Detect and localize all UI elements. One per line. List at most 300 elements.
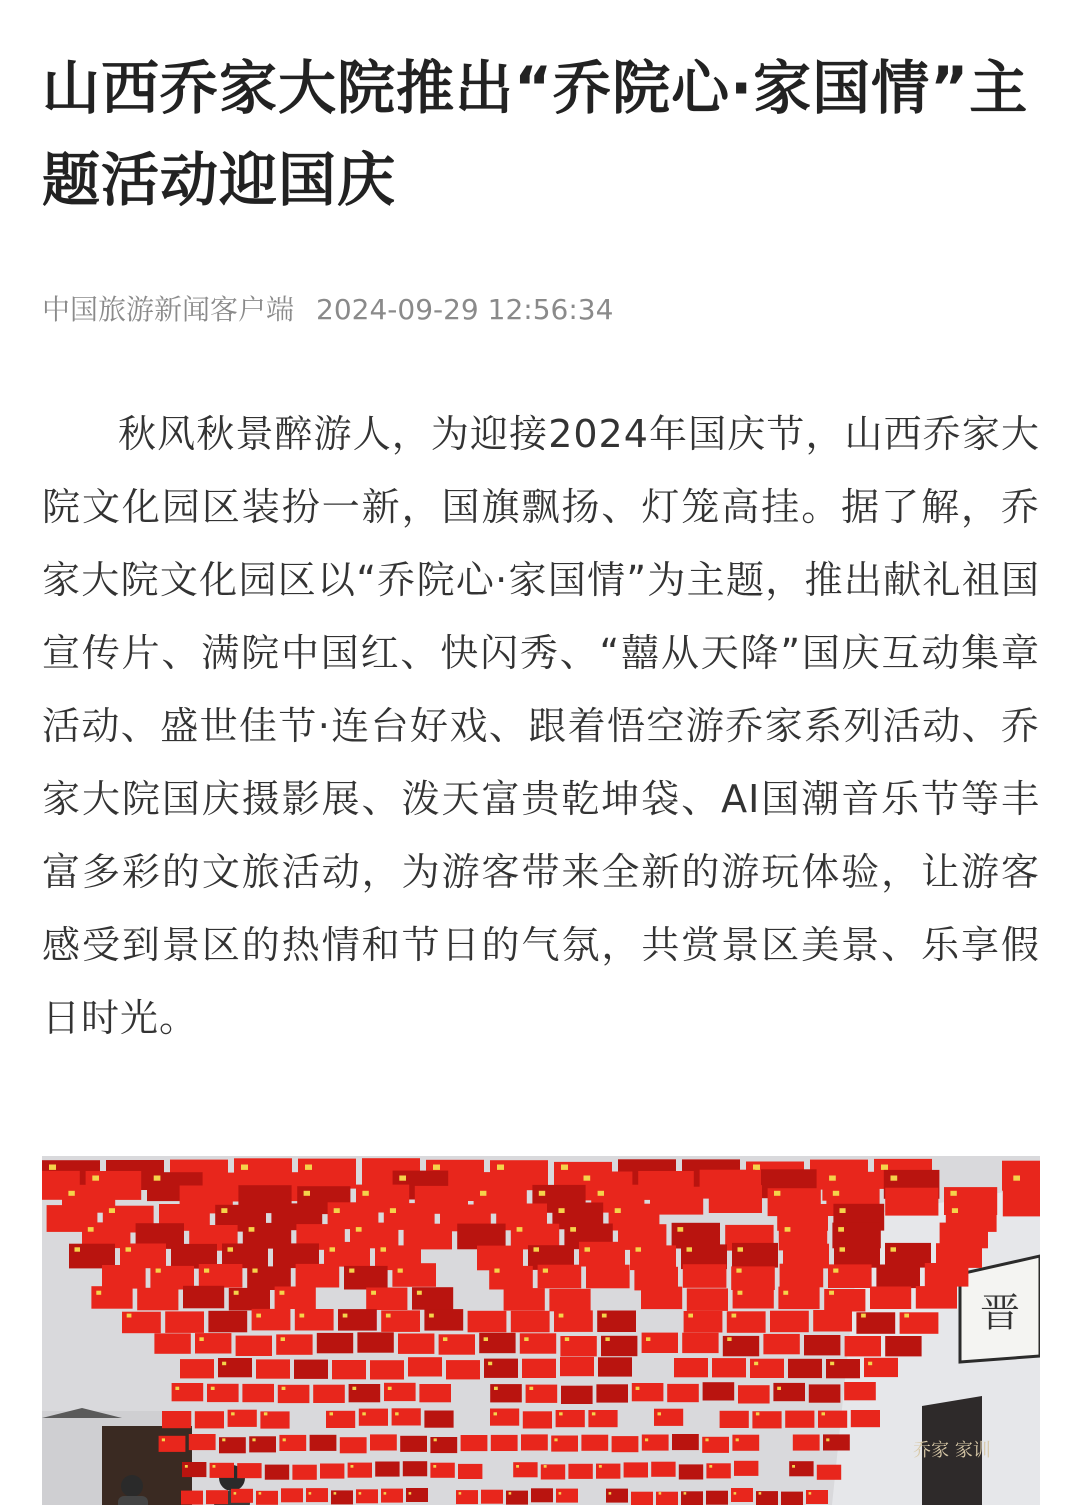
flag-star (231, 1412, 235, 1415)
flag-star (524, 1337, 528, 1341)
article-paragraph: 秋风秋景醉游人，为迎接2024年国庆节，山西乔家大院文化园区装扮一新，国旗飘扬、灯笼高挂。据了解，乔家大院文化园区以“乔院心·家国情”为主题，推出献礼祖国宣传片、满院中国红、快闪秀、“囍从天降”国庆互动集章活动、盛世佳节·连台好戏、跟着悟空游乔家系列活动、乔家大院国庆摄影展、泼天富贵乾坤袋、AI国潮音乐节等丰富多彩的文旅活动，为游客带来全新的游玩体验，让游客感受到景区的热情和节日的气氛，共赏景区美景、乐享假日时光。 (42, 412, 1040, 1040)
flag (183, 1286, 224, 1309)
flag (279, 1435, 306, 1451)
flag (359, 1409, 388, 1426)
flag (137, 1288, 178, 1311)
flag-star (359, 1492, 362, 1495)
wall-banner (913, 1396, 991, 1505)
flag-star (539, 1191, 545, 1196)
flag-star (950, 1191, 956, 1196)
flag (172, 1383, 204, 1401)
flag-star (300, 1314, 305, 1318)
flag (925, 1263, 969, 1287)
flag-star (732, 1314, 737, 1318)
flag-star (891, 1176, 898, 1181)
flag (813, 1310, 852, 1332)
flag (281, 1488, 303, 1502)
flag (785, 1411, 814, 1428)
flag-star (646, 1337, 650, 1341)
flag (424, 1411, 453, 1428)
flag (208, 1311, 247, 1333)
flag-star (283, 1438, 286, 1441)
flag-star (952, 1208, 958, 1213)
flag-star (559, 1314, 564, 1318)
flag (265, 1465, 289, 1480)
flag (102, 1265, 146, 1289)
flag-star (592, 1412, 596, 1415)
flag (885, 1243, 931, 1268)
flag-star (417, 1291, 422, 1295)
flag-star (1013, 1176, 1020, 1181)
flag-star (304, 1191, 310, 1196)
flag-star (738, 1247, 744, 1251)
flag (189, 1434, 216, 1450)
flag-star (561, 1165, 568, 1170)
flag (806, 1490, 828, 1504)
flag-star (249, 1227, 255, 1232)
flag (586, 1265, 630, 1289)
flag (398, 1334, 434, 1354)
flag-star (658, 1412, 662, 1415)
flag-star (126, 1247, 132, 1251)
flag (218, 1358, 252, 1377)
flag-star (777, 1387, 781, 1390)
flag-star (516, 1465, 519, 1468)
flag-star (727, 1337, 731, 1341)
flag-star (384, 1492, 387, 1495)
flag-star (609, 1492, 612, 1495)
flag (484, 1359, 518, 1378)
flag (182, 1462, 206, 1477)
flag (642, 1435, 669, 1451)
flag-star (433, 1165, 440, 1170)
flag-star (185, 1465, 188, 1468)
flag-star (598, 1191, 604, 1196)
flag-star (398, 1269, 403, 1273)
flag-star (484, 1337, 488, 1341)
flag-star (709, 1465, 712, 1468)
flag-star (826, 1438, 829, 1441)
flag (296, 1264, 340, 1288)
flag-star (838, 1227, 844, 1232)
flag (461, 1435, 488, 1451)
flag (370, 1434, 397, 1450)
flag (384, 1383, 416, 1401)
flag-star (543, 1269, 548, 1273)
flag (242, 1384, 274, 1402)
flag (275, 1287, 316, 1310)
wall-sign-text: 晋 (980, 1290, 1020, 1336)
flag (624, 1462, 648, 1477)
flag-star (534, 1247, 540, 1251)
flag-star (904, 1314, 909, 1318)
flag-star (433, 1465, 436, 1468)
flag (641, 1287, 682, 1310)
flag-star (399, 1176, 406, 1181)
flag-star (409, 1492, 412, 1495)
flag (809, 1384, 841, 1402)
flag-star (861, 1314, 866, 1318)
flag-star (783, 1291, 788, 1295)
flag (295, 1309, 334, 1331)
flag-star (736, 1438, 739, 1441)
flag (642, 1333, 678, 1353)
flag (885, 1188, 938, 1216)
flag (338, 1309, 377, 1331)
flag (491, 1435, 518, 1451)
flag-star (92, 1176, 99, 1181)
flag (679, 1464, 703, 1479)
flag-star (677, 1227, 683, 1232)
flag-star (636, 1247, 642, 1251)
flag (292, 1465, 316, 1480)
flag-star (162, 1438, 165, 1441)
flag-star (109, 1208, 115, 1213)
flag-star (785, 1227, 791, 1232)
flag-star (252, 1438, 255, 1441)
flag (551, 1436, 578, 1452)
flag (317, 1333, 353, 1353)
flag-star (565, 1337, 569, 1341)
flag-star (645, 1438, 648, 1441)
flag-star (705, 1438, 708, 1441)
flag-star (234, 1492, 237, 1495)
flag (851, 1410, 880, 1427)
flag-star (343, 1314, 348, 1318)
flag-star (636, 1387, 640, 1390)
flag (392, 1263, 436, 1287)
flag-star (264, 1412, 268, 1415)
flag (513, 1462, 537, 1477)
flag-star (281, 1337, 285, 1341)
flag (687, 1288, 728, 1311)
flag (181, 1491, 203, 1505)
article-datetime: 2024-09-29 12:56:34 (316, 293, 614, 326)
flag (340, 1437, 367, 1453)
flag-star (282, 1387, 286, 1390)
flag (763, 1334, 799, 1354)
flag (228, 1410, 257, 1427)
article-meta (42, 290, 613, 330)
flag-star (497, 1165, 504, 1170)
flag (789, 1461, 813, 1476)
flag (256, 1359, 290, 1378)
flag (180, 1359, 214, 1378)
flag-star (792, 1465, 795, 1468)
flag (406, 1488, 428, 1502)
flag (733, 1286, 774, 1309)
flag (252, 1309, 291, 1331)
flag (556, 1489, 578, 1503)
flag-star (362, 1191, 368, 1196)
flag (468, 1311, 507, 1333)
flag-star (659, 1492, 662, 1495)
flag-star (759, 1492, 762, 1495)
flag-star (734, 1492, 737, 1495)
flag (674, 1358, 708, 1377)
flag-star (615, 1208, 621, 1213)
flag (732, 1243, 778, 1268)
flag (734, 1461, 758, 1476)
flag (538, 1265, 582, 1289)
flag (549, 1289, 590, 1312)
flag (294, 1360, 328, 1379)
flag (712, 1358, 746, 1377)
flag (876, 1265, 920, 1289)
flag-star (559, 1208, 565, 1213)
flag (770, 1311, 809, 1333)
flag-star (388, 1387, 392, 1390)
flag (793, 1435, 820, 1451)
flag (237, 1463, 261, 1478)
article-photo[interactable] (42, 1156, 1040, 1505)
flag-star (684, 1492, 687, 1495)
flag (162, 1411, 191, 1428)
flag (579, 1242, 625, 1267)
flag (356, 1489, 378, 1503)
flag (916, 1286, 957, 1309)
flag (403, 1461, 427, 1476)
flag (720, 1411, 749, 1428)
flag (561, 1386, 593, 1404)
flag-star (222, 1362, 226, 1366)
flag-star (330, 1247, 336, 1251)
flag (788, 1359, 822, 1378)
flag (348, 1463, 372, 1478)
flag (780, 1264, 824, 1288)
flag-star (213, 1465, 216, 1468)
flag-star (252, 1269, 257, 1273)
flag-star (494, 1412, 498, 1415)
wall-banner-text: 乔家 家训 (913, 1440, 991, 1461)
flag (392, 1408, 421, 1425)
flag (310, 1435, 337, 1451)
flag (430, 1463, 454, 1478)
flag-star (833, 1269, 838, 1273)
flag (357, 1332, 393, 1352)
flag-star (434, 1438, 437, 1441)
flag (817, 1465, 841, 1480)
flag-star (351, 1465, 354, 1468)
flag (682, 1333, 718, 1353)
flag-star (395, 1412, 399, 1415)
flag-star (330, 1412, 334, 1415)
flag-star (429, 1314, 434, 1318)
flag (520, 1333, 556, 1353)
flag-star (386, 1314, 391, 1318)
flag-star (156, 1269, 161, 1273)
flag-star (127, 1314, 132, 1318)
flag (199, 1264, 243, 1288)
flag-star (222, 1438, 225, 1441)
flag-star (809, 1492, 812, 1495)
flag (598, 1357, 632, 1376)
flag (231, 1489, 253, 1503)
flag-star (49, 1165, 56, 1170)
flag (651, 1462, 675, 1477)
flag (521, 1434, 548, 1450)
article-title: 山西乔家大院推出“乔院心·家国情”主题活动迎国庆 (42, 54, 1029, 214)
flag (683, 1264, 727, 1288)
flag-star (840, 1247, 846, 1251)
flag-star (221, 1208, 227, 1213)
flag (672, 1434, 699, 1450)
flag (870, 1287, 911, 1310)
flag (631, 1492, 653, 1505)
flag (781, 1492, 803, 1505)
flag (773, 1383, 805, 1401)
flag (667, 1384, 699, 1402)
flag-star (738, 1291, 743, 1295)
flag-star (356, 1227, 362, 1232)
flag-star (688, 1314, 693, 1318)
flag-star (605, 1337, 609, 1341)
flag-star (211, 1387, 215, 1390)
flag-star (259, 1492, 262, 1495)
flag (375, 1462, 399, 1477)
flag (823, 1434, 850, 1450)
flag-star (559, 1412, 563, 1415)
flag (778, 1287, 819, 1310)
flag-star (881, 1165, 888, 1170)
flag (596, 1384, 628, 1402)
flag-star (602, 1314, 607, 1318)
flag (606, 1489, 628, 1503)
flag (706, 1491, 728, 1505)
flag-star (280, 1291, 285, 1295)
flag-star (584, 1176, 591, 1181)
flag (703, 1382, 735, 1400)
flag-star (334, 1208, 340, 1213)
flag (560, 1357, 594, 1376)
flag-star (371, 1291, 376, 1295)
flag-star (88, 1227, 94, 1232)
flag (490, 1409, 519, 1426)
flag-star (305, 1165, 312, 1170)
flag (381, 1489, 403, 1503)
flag-star (75, 1247, 81, 1251)
flag (458, 1464, 482, 1479)
flag-star (309, 1492, 312, 1495)
flag (654, 1409, 683, 1426)
flag (236, 1336, 272, 1356)
flag-star (868, 1362, 872, 1366)
flag (738, 1385, 770, 1403)
flag (91, 1286, 132, 1309)
flag (206, 1490, 228, 1504)
flag-star (362, 1412, 366, 1415)
flag-star (774, 1191, 780, 1196)
flag-star (756, 1412, 760, 1415)
flag-star (204, 1269, 209, 1273)
flag (195, 1411, 224, 1428)
flag (412, 1287, 453, 1310)
flag (159, 1436, 186, 1452)
flag (834, 1243, 880, 1268)
flag-star (585, 1247, 591, 1251)
flag (424, 1309, 463, 1331)
flag (195, 1333, 231, 1353)
flag-star (494, 1387, 498, 1390)
flag (522, 1359, 556, 1378)
flag-star (544, 1465, 547, 1468)
flag-star (554, 1438, 557, 1441)
flag (511, 1311, 550, 1333)
flag (419, 1384, 451, 1402)
flag (612, 1436, 639, 1452)
flag-star (488, 1362, 492, 1366)
flag (581, 1435, 608, 1451)
flag (750, 1359, 784, 1378)
flag (732, 1435, 759, 1451)
flag-star (459, 1492, 462, 1495)
flag-star (736, 1269, 741, 1273)
flag (370, 1360, 404, 1379)
flag (481, 1490, 503, 1504)
article-source[interactable]: 中国旅游新闻客户端 (42, 293, 295, 326)
flag-star (175, 1387, 179, 1390)
flag (408, 1357, 442, 1376)
flag (446, 1360, 480, 1379)
flag (568, 1464, 592, 1479)
flag-star (349, 1269, 354, 1273)
flag-star (829, 1176, 836, 1181)
flag-star (829, 1291, 834, 1295)
wall-sign (960, 1256, 1040, 1362)
flag (332, 1360, 366, 1379)
flag-star (68, 1191, 74, 1196)
flag-star (559, 1492, 562, 1495)
flag-star (517, 1227, 523, 1232)
flag-star (480, 1191, 486, 1196)
flag (306, 1488, 328, 1502)
flag-star (334, 1492, 337, 1495)
flag (845, 1336, 881, 1356)
flag-star (599, 1465, 602, 1468)
flag-star (570, 1227, 576, 1232)
flag (313, 1385, 345, 1403)
photo-scene (42, 1156, 1040, 1505)
flag-star (234, 1291, 239, 1295)
flag (207, 1384, 239, 1402)
flag-star (154, 1176, 161, 1181)
flag (844, 1382, 876, 1400)
flag (1003, 1189, 1040, 1217)
flag-star (494, 1269, 499, 1273)
flag (154, 1333, 190, 1353)
flag-star (822, 1412, 826, 1415)
flag-star (687, 1247, 693, 1251)
flag-star (833, 1191, 839, 1196)
flag-star (509, 1492, 512, 1495)
flag (120, 1244, 166, 1269)
flag (457, 1224, 505, 1250)
flag (531, 1488, 553, 1502)
flag (504, 1288, 545, 1311)
flag-star (96, 1291, 101, 1295)
flag-star (753, 1165, 760, 1170)
flag-star (241, 1165, 248, 1170)
flag-star (390, 1208, 396, 1213)
flag-star (754, 1362, 758, 1366)
flag (804, 1335, 840, 1355)
flag (324, 1242, 370, 1267)
flag-star (830, 1362, 834, 1366)
flag (885, 1336, 921, 1356)
flag (632, 1383, 664, 1401)
flag (828, 1264, 872, 1288)
flag-star (256, 1314, 261, 1318)
